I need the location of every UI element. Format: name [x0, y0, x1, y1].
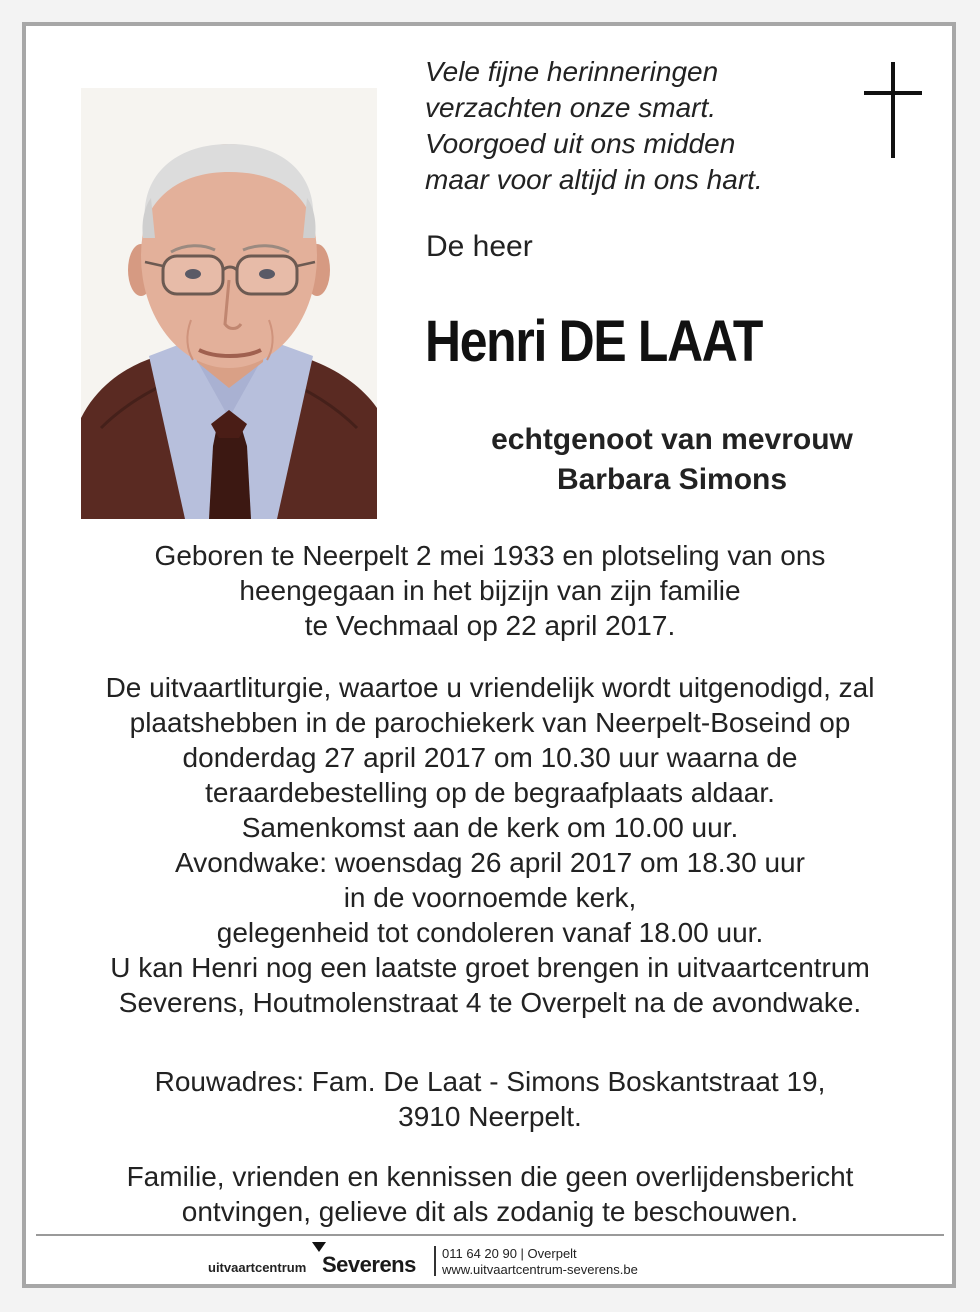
- birth-death-text: [40, 538, 940, 643]
- salutation: De heer: [426, 230, 533, 263]
- poem-line: Voorgoed uit ons midden: [425, 128, 736, 159]
- notice-text: [40, 1159, 940, 1229]
- footer-contact: [442, 1246, 638, 1278]
- poem-line: Vele fijne herinneringen: [425, 56, 719, 87]
- text-line: Severens, Houtmolenstraat 4 te Overpelt na de avondwake.: [118, 987, 862, 1018]
- spouse-line: echtgenoot van mevrouw: [491, 423, 853, 456]
- memorial-poem: [425, 54, 845, 198]
- text-line: Rouwadres: Fam. De Laat - Simons Boskantstraat 19,: [154, 1066, 826, 1097]
- text-line: 3910 Neerpelt.: [398, 1101, 582, 1132]
- funeral-info-text: [40, 670, 940, 1020]
- spouse-name: Barbara Simons: [556, 463, 788, 496]
- poem-line: verzachten onze smart.: [425, 92, 717, 123]
- poem-line: maar voor altijd in ons hart.: [425, 164, 763, 195]
- text-line: heengegaan in het bijzijn van zijn familie: [239, 575, 741, 606]
- text-line: Geboren te Neerpelt 2 mei 1933 en plotseling van ons: [154, 540, 826, 571]
- mourning-address: [40, 1064, 940, 1134]
- footer: [0, 1240, 980, 1280]
- footer-divider: [36, 1234, 944, 1236]
- spouse-info: [430, 420, 914, 500]
- text-line: Familie, vrienden en kennissen die geen overlijdensbericht: [126, 1161, 854, 1192]
- footer-separator: [434, 1246, 436, 1276]
- text-line: Avondwake: woensdag 26 april 2017 om 18.30 uur: [175, 847, 805, 878]
- text-line: U kan Henri nog een laatste groet brengen in uitvaartcentrum: [110, 952, 870, 983]
- portrait-photo: [81, 88, 377, 519]
- logo-name: Severens: [322, 1252, 416, 1277]
- text-line: te Vechmaal op 22 april 2017.: [304, 610, 676, 641]
- deceased-name: Henri DE LAAT: [425, 309, 763, 374]
- text-line: plaatshebben in de parochiekerk van Neerpelt-Boseind op: [129, 707, 851, 738]
- text-line: donderdag 27 april 2017 om 10.30 uur waarna de: [182, 742, 798, 773]
- text-line: gelegenheid tot condoleren vanaf 18.00 uur.: [216, 917, 764, 948]
- cross-icon: [864, 62, 922, 158]
- text-line: Samenkomst aan de kerk om 10.00 uur.: [241, 812, 739, 843]
- text-line: ontvingen, gelieve dit als zodanig te beschouwen.: [181, 1196, 799, 1227]
- portrait-illustration: [81, 88, 377, 519]
- text-line: De uitvaartliturgie, waartoe u vriendelijk wordt uitgenodigd, zal: [105, 672, 875, 703]
- text-line: teraardebestelling op de begraafplaats aldaar.: [205, 777, 775, 808]
- phone-location: 011 64 20 90 | Overpelt: [442, 1246, 577, 1261]
- website-link[interactable]: www.uitvaartcentrum-severens.be: [442, 1262, 638, 1277]
- logo-triangle-icon: [312, 1242, 326, 1252]
- logo-prefix: uitvaartcentrum: [208, 1260, 307, 1275]
- text-line: in de voornoemde kerk,: [343, 882, 637, 913]
